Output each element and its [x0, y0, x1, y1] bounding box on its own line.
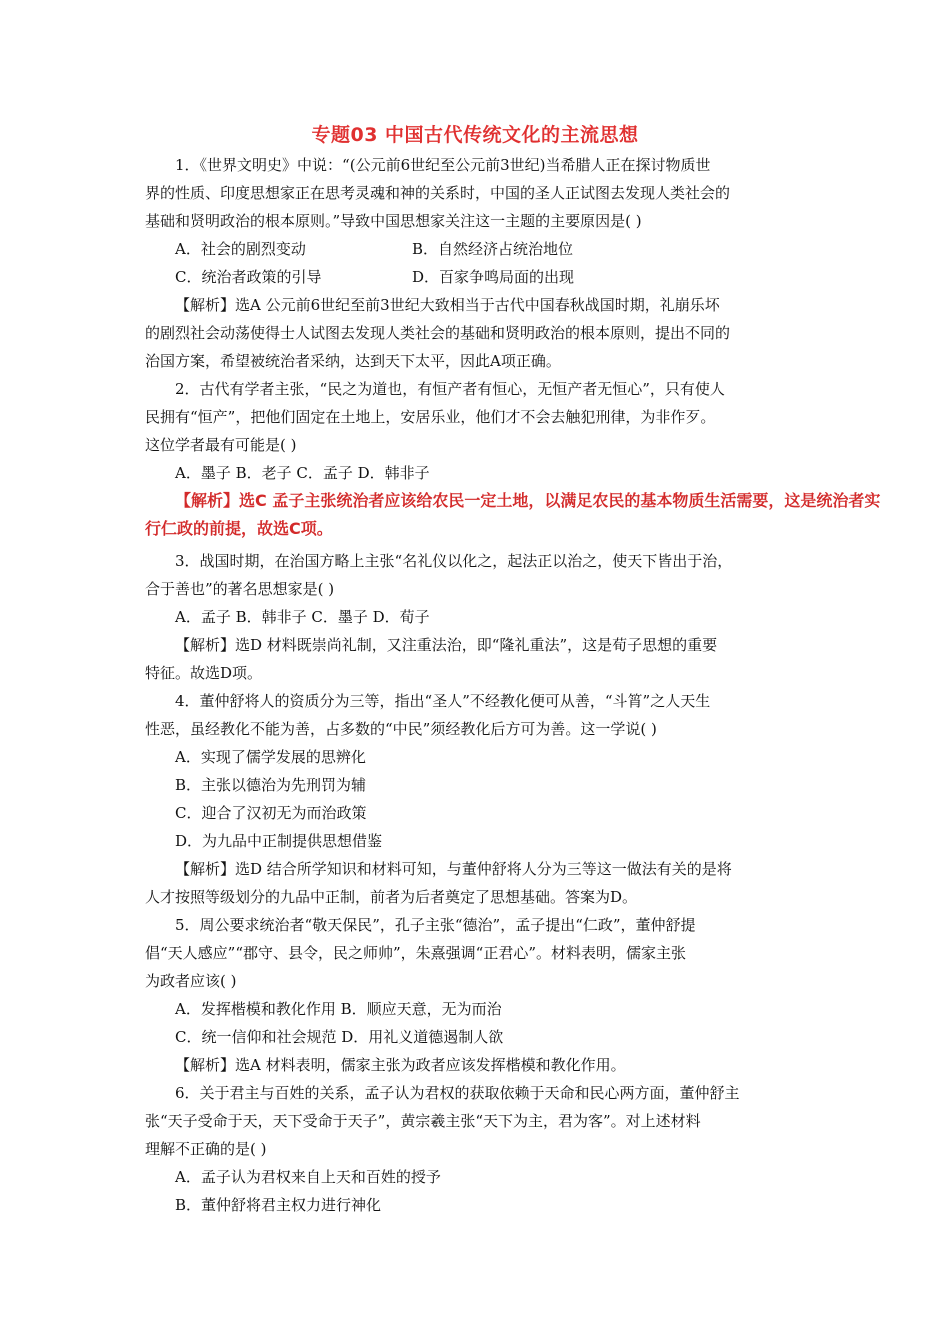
q3-line-1: 3．战国时期，在治国方略上主张“名礼仪以化之，起法正以治之，使天下皆出于治， [175, 552, 733, 570]
q1-option-c: C．统治者政策的引导 [175, 268, 322, 286]
q3-options: A．孟子 B．韩非子 C．墨子 D．荀子 [175, 608, 430, 626]
q1-explanation-1: 【解析】选A 公元前6世纪至前3世纪大致相当于古代中国春秋战国时期，礼崩乐坏 [175, 296, 720, 314]
q1-line-3: 基础和贤明政治的根本原则。”导致中国思想家关注这一主题的主要原因是( ) [145, 212, 642, 230]
q6-option-b: B．董仲舒将君主权力进行神化 [175, 1196, 382, 1214]
q1-explanation-2: 的剧烈社会动荡使得士人试图去发现人类社会的基础和贤明政治的根本原则，提出不同的 [145, 324, 731, 342]
q4-line-2: 性恶，虽经教化不能为善，占多数的“中民”须经教化后方可为善。这一学说( ) [145, 720, 657, 738]
q2-explanation-2: 行仁政的前提，故选C项。 [145, 519, 333, 538]
q2-line-1: 2．古代有学者主张，“民之为道也，有恒产者有恒心，无恒产者无恒心”，只有使人 [175, 380, 725, 398]
q3-explanation-1: 【解析】选D 材料既崇尚礼制，又注重法治，即“隆礼重法”，这是荀子思想的重要 [175, 636, 718, 654]
q1-option-b: B．自然经济占统治地位 [412, 240, 574, 258]
q5-explanation-1: 【解析】选A 材料表明，儒家主张为政者应该发挥楷模和教化作用。 [175, 1056, 626, 1074]
q4-line-1: 4．董仲舒将人的资质分为三等，指出“圣人”不经教化便可从善，“斗筲”之人天生 [175, 692, 711, 710]
document-title: 专题03 中国古代传统文化的主流思想 [311, 124, 639, 146]
q6-line-1: 6．关于君主与百姓的关系，孟子认为君权的获取依赖于天命和民心两方面，董仲舒主 [175, 1084, 740, 1102]
q2-explanation-1: 【解析】选C 孟子主张统治者应该给农民一定土地，以满足农民的基本物质生活需要，这是统治者实 [175, 491, 881, 510]
q3-line-2: 合于善也”的著名思想家是( ) [145, 580, 335, 598]
q6-line-2: 张“天子受命于天，天下受命于天子”，黄宗羲主张“天下为主，君为客”。对上述材料 [145, 1112, 701, 1130]
q1-line-1: 1．《世界文明史》中说：“(公元前6世纪至公元前3世纪)当希腊人正在探讨物质世 [175, 156, 711, 174]
q4-explanation-1: 【解析】选D 结合所学知识和材料可知，与董仲舒将人分为三等这一做法有关的是将 [175, 860, 732, 878]
q4-option-a: A．实现了儒学发展的思辨化 [175, 748, 366, 766]
q1-line-2: 界的性质、印度思想家正在思考灵魂和神的关系时，中国的圣人正试图去发现人类社会的 [145, 184, 731, 202]
q6-option-a: A．孟子认为君权来自上天和百姓的授予 [175, 1168, 441, 1186]
q6-line-3: 理解不正确的是( ) [145, 1140, 267, 1158]
q5-options-ab: A．发挥楷模和教化作用 B．顺应天意，无为而治 [175, 1000, 502, 1018]
q1-option-a: A．社会的剧烈变动 [175, 240, 306, 258]
q5-line-2: 倡“天人感应”“郡守、县令，民之师帅”，朱熹强调“正君心”。材料表明，儒家主张 [145, 944, 687, 962]
q2-options: A．墨子 B．老子 C．孟子 D．韩非子 [175, 464, 430, 482]
q2-line-2: 民拥有“恒产”，把他们固定在土地上，安居乐业，他们才不会去触犯刑律，为非作歹。 [145, 408, 716, 426]
q4-explanation-2: 人才按照等级划分的九品中正制，前者为后者奠定了思想基础。答案为D。 [145, 888, 638, 906]
q1-option-d: D．百家争鸣局面的出现 [412, 268, 575, 286]
q4-option-b: B．主张以德治为先刑罚为辅 [175, 776, 367, 794]
q5-options-cd: C．统一信仰和社会规范 D．用礼义道德遏制人欲 [175, 1028, 504, 1046]
q4-option-c: C．迎合了汉初无为而治政策 [175, 804, 367, 822]
q5-line-3: 为政者应该( ) [145, 972, 237, 990]
q4-option-d: D．为九品中正制提供思想借鉴 [175, 832, 383, 850]
q2-line-3: 这位学者最有可能是( ) [145, 436, 297, 454]
q5-line-1: 5．周公要求统治者“敬天保民”，孔子主张“德治”，孟子提出“仁政”，董仲舒提 [175, 916, 696, 934]
q1-explanation-3: 治国方案，希望被统治者采纳，达到天下太平，因此A项正确。 [145, 352, 561, 370]
q3-explanation-2: 特征。故选D项。 [145, 664, 263, 682]
